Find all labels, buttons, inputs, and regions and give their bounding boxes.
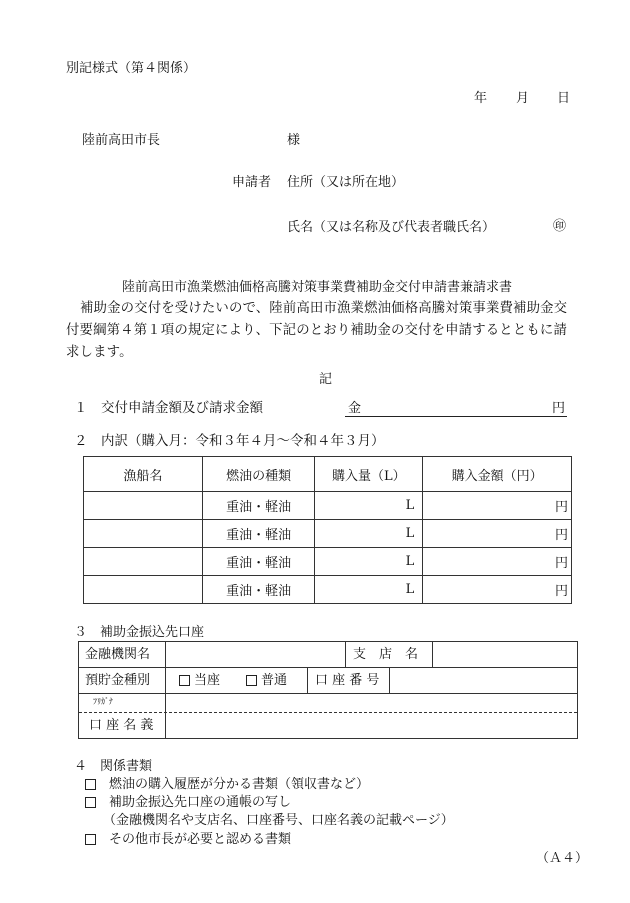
divider: [389, 667, 390, 693]
quantity-cell[interactable]: L: [315, 576, 423, 604]
addressee: 陸前高田市長: [82, 133, 161, 148]
applicant-label: 申請者: [232, 175, 272, 190]
checkbox-icon: [179, 675, 190, 686]
table-row: [84, 548, 572, 576]
branch-name-field[interactable]: [434, 643, 576, 666]
section4-heading: ４ 関係書類: [74, 759, 153, 774]
col-vessel-name: 漁船名: [84, 457, 203, 492]
divider: [432, 642, 433, 667]
fuel-type-cell: 重油・軽油: [202, 576, 315, 604]
vessel-cell[interactable]: [84, 520, 203, 548]
checking-label: 当座: [194, 673, 221, 688]
table-header-row: [84, 457, 572, 492]
checkbox-icon: [246, 675, 257, 686]
bank-account-box: [78, 641, 578, 739]
divider: [165, 642, 166, 738]
quantity-cell[interactable]: L: [315, 520, 423, 548]
amount-cell[interactable]: 円: [423, 576, 572, 604]
document-item-label: 補助金振込先口座の通帳の写し: [109, 795, 292, 810]
checking-option[interactable]: [179, 674, 220, 687]
fuel-type-cell: 重油・軽油: [202, 520, 315, 548]
amount-cell[interactable]: 円: [423, 548, 572, 576]
checkbox-icon: [85, 779, 96, 790]
furigana-field[interactable]: [167, 694, 576, 711]
quantity-cell[interactable]: L: [315, 548, 423, 576]
checkbox-icon: [85, 797, 96, 808]
form-label: 別記様式（第４関係）: [66, 61, 197, 76]
vessel-cell[interactable]: [84, 576, 203, 604]
account-number-field[interactable]: [391, 668, 576, 692]
account-number-label: 口 座 番 号: [315, 673, 380, 688]
account-holder-field[interactable]: [167, 713, 576, 737]
date-month: 月: [516, 91, 530, 106]
furigana-label: ﾌﾘｶﾞﾅ: [93, 697, 113, 706]
document-title: 陸前高田市漁業燃油価格高騰対策事業費補助金交付申請書兼請求書: [122, 280, 513, 295]
document-note: （金融機関名や支店名、口座番号、口座名義の記載ページ）: [103, 813, 454, 828]
fuel-purchase-table: [83, 456, 572, 604]
document-item-label: その他市長が必要と認める書類: [109, 832, 292, 847]
col-fuel-type: 燃油の種類: [202, 457, 315, 492]
col-amount: 購入金額（円）: [423, 457, 572, 492]
checkbox-icon: [85, 834, 96, 845]
vessel-cell[interactable]: [84, 492, 203, 520]
amount-unit: 円: [551, 401, 565, 416]
seal-mark: ㊞: [553, 219, 567, 234]
vessel-cell[interactable]: [84, 548, 203, 576]
divider: [307, 667, 308, 693]
amount-cell[interactable]: 円: [423, 520, 572, 548]
quantity-cell[interactable]: L: [315, 492, 423, 520]
honorific: 様: [287, 133, 301, 148]
bank-name-field[interactable]: [167, 643, 343, 666]
section1-heading: １ 交付申請金額及び請求金額: [74, 400, 263, 416]
fuel-type-cell: 重油・軽油: [202, 492, 315, 520]
savings-option[interactable]: [246, 674, 287, 687]
section3-heading: ３ 補助金振込先口座: [74, 625, 205, 640]
fuel-type-cell: 重油・軽油: [202, 548, 315, 576]
ki-mark: 記: [319, 372, 333, 387]
date-year: 年: [474, 91, 488, 106]
document-item-label: 燃油の購入履歴が分かる書類（領収書など）: [109, 777, 370, 792]
table-row: [84, 576, 572, 604]
divider: [345, 642, 346, 667]
amount-prefix: 金: [348, 401, 362, 416]
table-row: [84, 492, 572, 520]
document-item[interactable]: [85, 778, 369, 791]
paper-size: （Ａ４）: [536, 851, 589, 866]
section2-heading: ２ 内訳（購入月：令和３年４月～令和４年３月）: [74, 433, 385, 449]
date-day: 日: [557, 91, 571, 106]
address-label: 住所（又は所在地）: [287, 175, 405, 190]
document-item[interactable]: [85, 796, 291, 809]
amount-cell[interactable]: 円: [423, 492, 572, 520]
account-type-label: 預貯金種別: [85, 673, 151, 688]
branch-name-label: 支 店 名: [353, 647, 419, 662]
amount-field[interactable]: [345, 398, 567, 417]
body-text: 補助金の交付を受けたいので、陸前高田市漁業燃油価格高騰対策事業費補助金交付要綱第４第１項の規定により、下記のとおり補助金の交付を申請するとともに請求します。: [66, 301, 568, 360]
savings-label: 普通: [261, 673, 288, 688]
account-holder-label: 口 座 名 義: [89, 718, 154, 733]
name-label: 氏名（又は名称及び代表者職氏名）: [287, 220, 496, 235]
table-row: [84, 520, 572, 548]
document-item[interactable]: [85, 833, 291, 846]
col-quantity: 購入量（L）: [315, 457, 423, 492]
bank-name-label: 金融機関名: [85, 647, 151, 662]
